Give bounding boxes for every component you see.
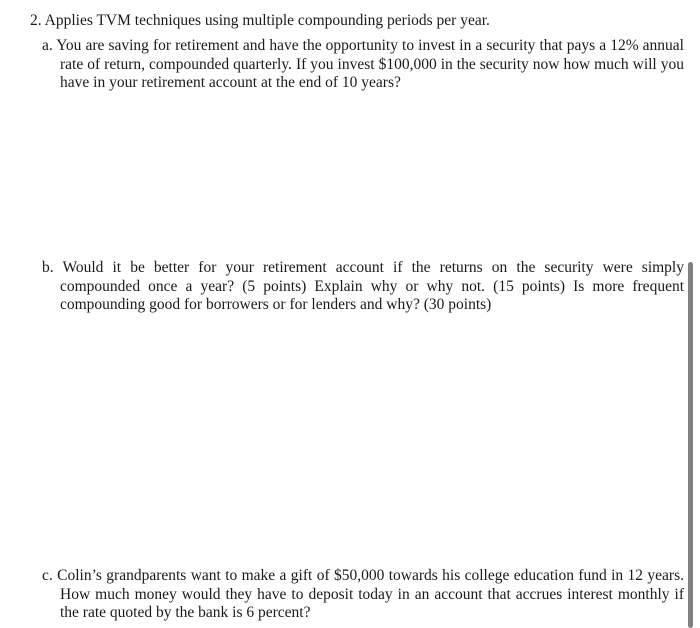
question-part-b: b. Would it be better for your retirement account if the returns on the security were simply compounded once a year? (5 points) Explain why or why not. (15 points) Is more frequent compounding good for borrowers or for lenders and why? (30 points) (42, 259, 684, 313)
question-heading: 2. Applies TVM techniques using multiple compounding periods per year. (30, 12, 490, 29)
question-part-a: a. You are saving for retirement and have the opportunity to invest in a security that pays a 12% annual rate of return, compounded quarterly. If you invest $100,000 in the security now how much will you have in your retirement account at the end of 10 years? (42, 37, 684, 91)
vertical-scrollbar[interactable] (688, 262, 693, 628)
question-part-c: c. Colin’s grandparents want to make a gift of $50,000 towards his college education fund in 12 years. How much money would they have to deposit today in an account that accrues interest monthly if the rate quoted by the bank is 6 percent? (42, 567, 684, 621)
